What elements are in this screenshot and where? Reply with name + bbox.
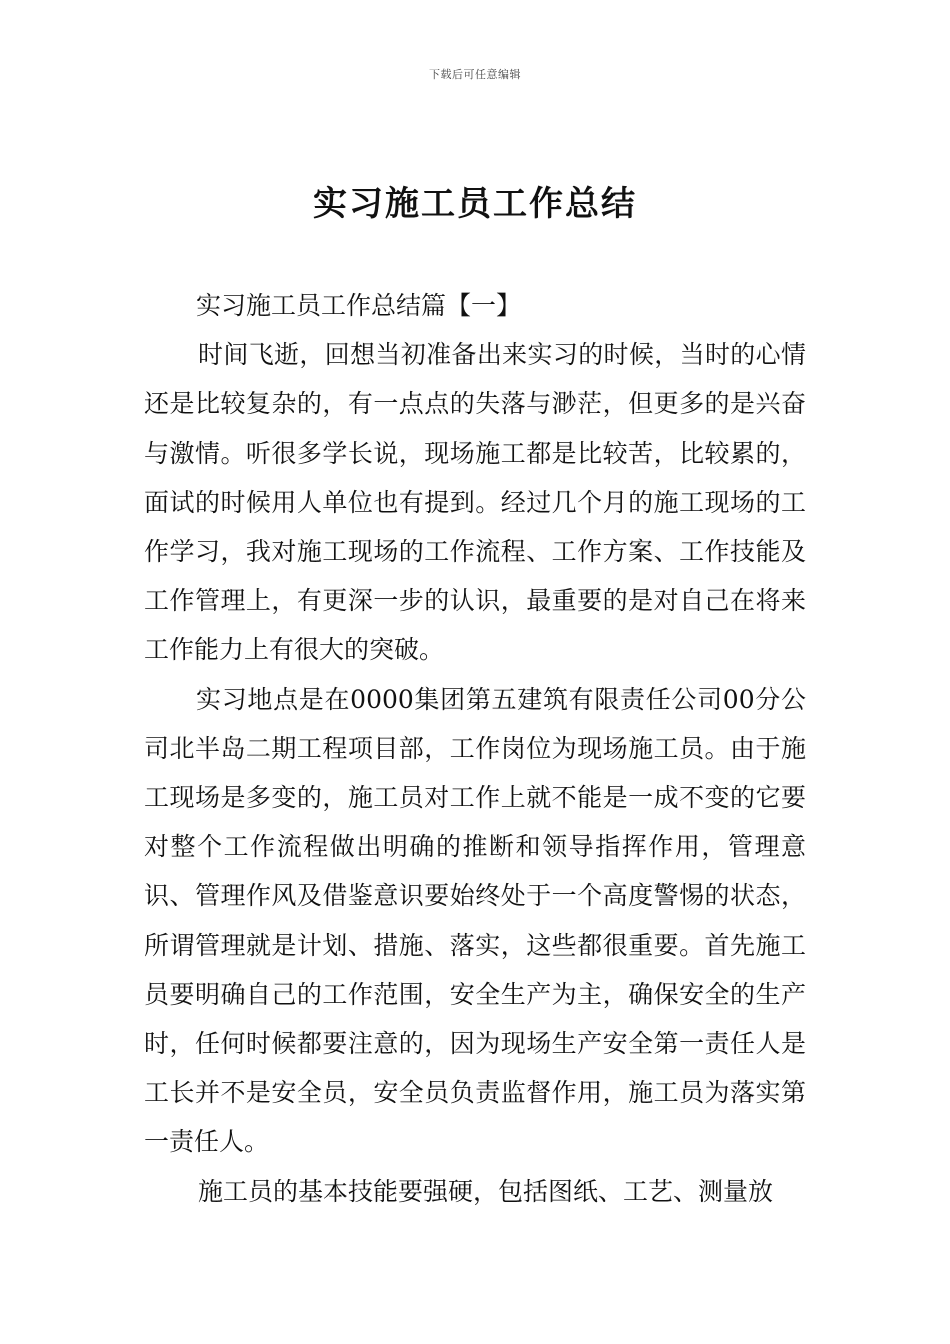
paragraph-1: 时间飞逝，回想当初准备出来实习的时候，当时的心情还是比较复杂的，有一点点的失落与渺茫，但更多的是兴奋与激情。听很多学长说，现场施工都是比较苦，比较累的，面试的时候用人单位也有提到。经过几个月的施工现场的工作学习，我对施工现场的工作流程、工作方案、工作技能及工作管理上，有更深一步的认识，最重要的是对自己在将来工作能力上有很大的突破。 xyxy=(144,340,806,665)
document-body xyxy=(144,281,806,1216)
paragraph-3: 施工员的基本技能要强硬，包括图纸、工艺、测量放 xyxy=(198,1176,774,1206)
header-note: 下载后可任意编辑 xyxy=(429,68,521,81)
paragraph-2: 实习地点是在0000集团第五建筑有限责任公司00分公司北半岛二期工程项目部，工作岗位为现场施工员。由于施工现场是多变的，施工员对工作上就不能是一成不变的它要对整个工作流程做出明确的推断和领导指挥作用，管理意识、管理作风及借鉴意识要始终处于一个高度警惕的状态，所谓管理就是计划、措施、落实，这些都很重要。首先施工员要明确自己的工作范围，安全生产为主，确保安全的生产时，任何时候都要注意的，因为现场生产安全第一责任人是工长并不是安全员，安全员负责监督作用，施工员为落实第一责任人。 xyxy=(144,684,806,1157)
section-heading: 实习施工员工作总结篇【一】 xyxy=(196,291,522,320)
document-title: 实习施工员工作总结 xyxy=(313,184,637,224)
